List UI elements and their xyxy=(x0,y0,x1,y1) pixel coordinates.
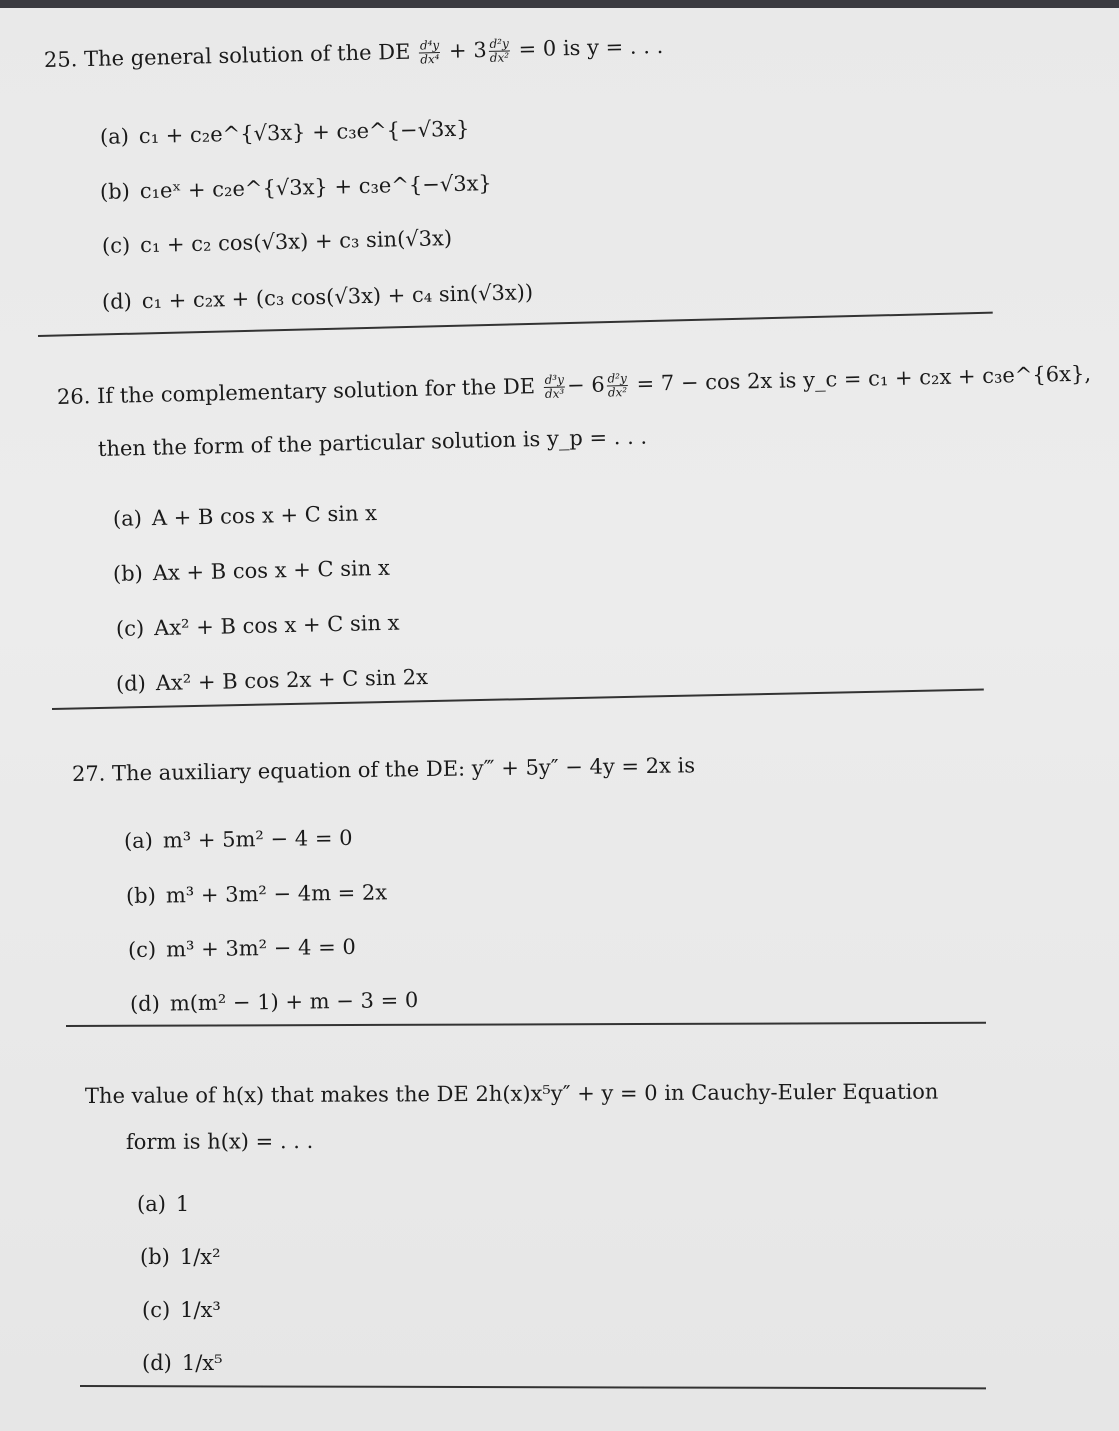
question-27 xyxy=(72,753,695,787)
fraction-d2y-dx2: $\frac{\text{d²y}}{\text{dx²}}$ xyxy=(607,371,628,400)
option-25b[interactable] xyxy=(100,171,492,204)
option-text: 1 xyxy=(175,1192,190,1216)
option-25a[interactable] xyxy=(100,117,470,149)
option-27a[interactable] xyxy=(124,826,353,853)
option-label: (b) xyxy=(99,179,131,204)
option-25d[interactable] xyxy=(102,280,534,314)
divider-27 xyxy=(66,1022,986,1027)
option-text: m(m² − 1) + m − 3 = 0 xyxy=(169,987,419,1016)
question-25 xyxy=(44,34,664,75)
option-text: 1/x² xyxy=(179,1245,221,1269)
question-26-line2: then the form of the particular solution is y_p = . . . xyxy=(97,424,648,461)
option-text: m³ + 5m² − 4 = 0 xyxy=(162,825,353,853)
option-label: (d) xyxy=(142,1351,172,1375)
option-text: A + B cos x + C sin x xyxy=(151,501,378,531)
option-27c[interactable] xyxy=(128,935,356,962)
question-mid: = 7 − cos 2x is xyxy=(636,368,797,396)
question-prefix: If the complementary solution for the DE xyxy=(96,374,536,409)
option-label: (a) xyxy=(137,1192,166,1216)
option-27d[interactable] xyxy=(130,988,419,1016)
option-label: (d) xyxy=(115,671,147,696)
question-number: 27. xyxy=(71,761,106,786)
top-edge xyxy=(0,0,1119,8)
question-text: The auxiliary equation of the DE: y‴ + 5y″ − 4y = 2x is xyxy=(111,753,696,786)
minus-6: − 6 xyxy=(566,372,605,398)
option-26d[interactable] xyxy=(116,665,428,696)
option-28a[interactable] xyxy=(137,1192,189,1216)
option-26c[interactable] xyxy=(116,611,400,641)
option-label: (c) xyxy=(127,937,157,962)
option-label: (b) xyxy=(140,1245,170,1269)
option-label: (c) xyxy=(101,233,131,258)
option-text: m³ + 3m² − 4m = 2x xyxy=(165,880,388,908)
option-label: (d) xyxy=(101,289,133,314)
option-label: (d) xyxy=(129,991,161,1016)
option-28d[interactable] xyxy=(142,1351,223,1375)
fraction-d3y-dx3: $\frac{\text{d³y}}{\text{dx³}}$ xyxy=(544,372,565,401)
option-25c[interactable] xyxy=(102,226,453,258)
option-26b[interactable] xyxy=(113,556,390,586)
question-prefix: The general solution of the DE xyxy=(83,39,411,72)
option-text: c₁ + c₂x + (c₃ cos(√3x) + c₄ sin(√3x)) xyxy=(141,280,534,314)
fraction-d2y-dx2: $\frac{\text{d²y}}{\text{dx²}}$ xyxy=(489,36,510,65)
plus-3: + 3 xyxy=(448,37,487,63)
option-text: 1/x⁵ xyxy=(181,1351,223,1375)
question-28: The value of h(x) that makes the DE 2h(x)x⁵y″ + y = 0 in Cauchy-Euler Equation xyxy=(84,1079,939,1108)
option-label: (b) xyxy=(125,883,157,908)
complementary-solution: y_c = c₁ + c₂x + c₃e^{6x}, xyxy=(802,361,1092,393)
option-text: c₁ + c₂ cos(√3x) + c₃ sin(√3x) xyxy=(139,226,453,258)
option-text: Ax + B cos x + C sin x xyxy=(152,555,391,586)
question-number: 26. xyxy=(56,384,91,409)
question-28-line2: form is h(x) = . . . xyxy=(125,1129,314,1154)
option-text: Ax² + B cos x + C sin x xyxy=(153,610,400,641)
option-text: 1/x³ xyxy=(180,1298,221,1322)
option-28c[interactable] xyxy=(142,1298,221,1322)
divider-28 xyxy=(80,1385,986,1389)
question-number: 25. xyxy=(43,47,78,72)
option-label: (a) xyxy=(112,506,143,531)
option-label: (a) xyxy=(123,828,154,853)
fraction-d4y-dx4: $\frac{\text{d⁴y}}{\text{dx⁴}}$ xyxy=(419,38,440,67)
option-27b[interactable] xyxy=(126,880,387,908)
question-26 xyxy=(57,362,1092,412)
option-label: (a) xyxy=(99,124,130,149)
option-text: c₁eˣ + c₂e^{√3x} + c₃e^{−√3x} xyxy=(139,171,493,204)
option-26a[interactable] xyxy=(113,501,378,531)
option-text: c₁ + c₂e^{√3x} + c₃e^{−√3x} xyxy=(138,116,470,149)
question-suffix: = 0 is y = . . . xyxy=(518,33,664,62)
option-text: m³ + 3m² − 4 = 0 xyxy=(165,934,356,962)
option-label: (c) xyxy=(115,616,145,641)
option-label: (b) xyxy=(112,561,144,586)
divider-25 xyxy=(38,312,993,337)
option-text: Ax² + B cos 2x + C sin 2x xyxy=(155,664,429,696)
option-28b[interactable] xyxy=(140,1245,221,1269)
option-label: (c) xyxy=(142,1298,171,1322)
